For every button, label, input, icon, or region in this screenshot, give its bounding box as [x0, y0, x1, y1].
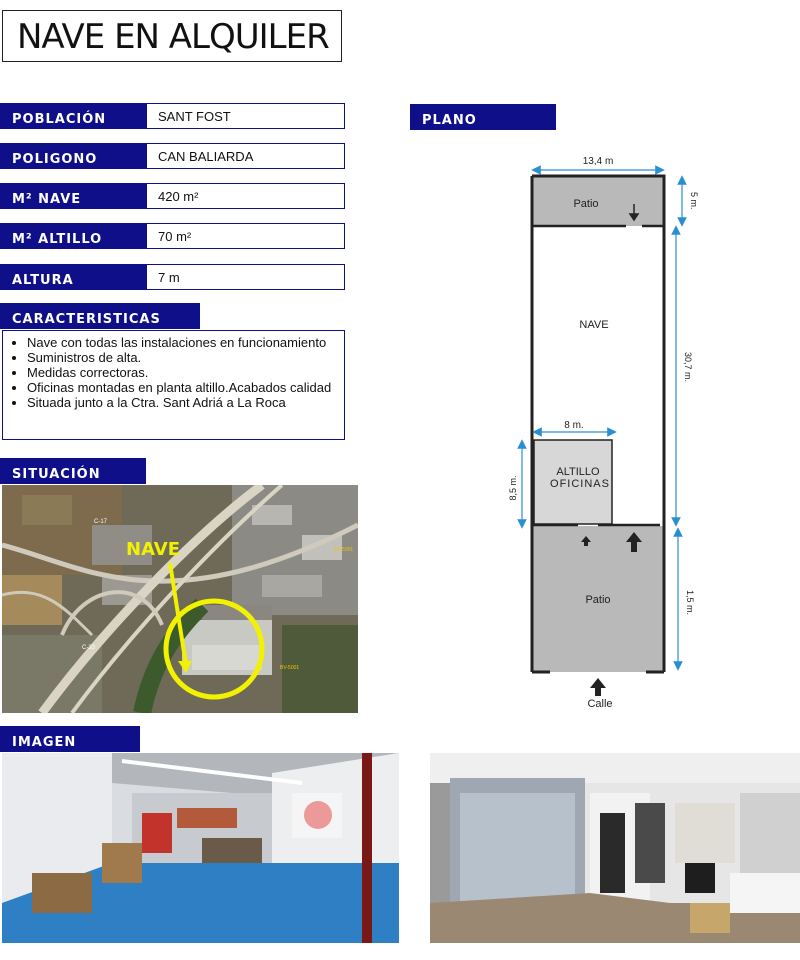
title-box [2, 10, 342, 62]
plan-heading: PLANO [410, 104, 556, 130]
patio-bottom-label: Patio [585, 594, 611, 606]
width-label: 13,4 m [582, 156, 614, 167]
road-label: BV-5001 [280, 665, 300, 671]
features-heading: CARACTERISTICAS [0, 303, 200, 329]
features-box [2, 330, 345, 440]
patio-bottom-dim: 1,5 m. [685, 590, 695, 616]
office-photo [430, 753, 800, 943]
value-m2-nave: 420 m² [146, 183, 345, 209]
feature-item: • Suministros de alta. [27, 350, 344, 365]
value-poligono: CAN BALIARDA [146, 143, 345, 169]
feature-item: • Oficinas montadas en planta altillo.Acabados calidad [27, 380, 344, 395]
street-arrow-icon [590, 678, 606, 696]
nave-label: NAVE [579, 319, 609, 331]
office-label-line2: OFICINAS [550, 478, 610, 490]
value-m2-altillo: 70 m² [146, 223, 345, 249]
office-width-label: 8 m. [564, 420, 584, 431]
feature-item: • Medidas correctoras. [27, 365, 344, 380]
images-heading: IMAGEN [0, 726, 140, 752]
patio-top-label: Patio [573, 198, 599, 210]
patio-top-dim: 5 m. [689, 192, 699, 210]
aerial-map-image [2, 485, 358, 713]
floor-plan-drawing [400, 140, 800, 720]
road-label: BV-5001 [334, 547, 354, 553]
value-poblacion: SANT FOST [146, 103, 345, 129]
value-altura: 7 m [146, 264, 345, 290]
label-m2-altillo: M² ALTILLO [0, 223, 146, 249]
label-m2-nave: M² NAVE [0, 183, 146, 209]
nave-dim: 30,7 m. [683, 352, 693, 383]
feature-item: • Situada junto a la Ctra. Sant Adriá a La Roca [27, 395, 344, 410]
warehouse-photo [2, 753, 399, 943]
road-label: C-17 [94, 519, 108, 525]
feature-item: • Nave con todas las instalaciones en funcionamiento [27, 335, 344, 350]
street-label: Calle [587, 698, 613, 710]
label-altura: ALTURA [0, 264, 146, 290]
map-marker-label: NAVE [126, 539, 180, 560]
features-list [3, 335, 344, 410]
floor-plan [400, 140, 800, 720]
road-label: C-33 [82, 645, 96, 651]
aerial-map [2, 485, 358, 713]
office-label-line1: ALTILLO [556, 466, 600, 478]
label-poligono: POLIGONO [0, 143, 146, 169]
label-poblacion: POBLACIÓN [0, 103, 146, 129]
office-height-label: 8,5 m. [508, 475, 518, 501]
page-title: NAVE EN ALQUILER [17, 17, 329, 57]
situation-heading: SITUACIÓN [0, 458, 146, 484]
